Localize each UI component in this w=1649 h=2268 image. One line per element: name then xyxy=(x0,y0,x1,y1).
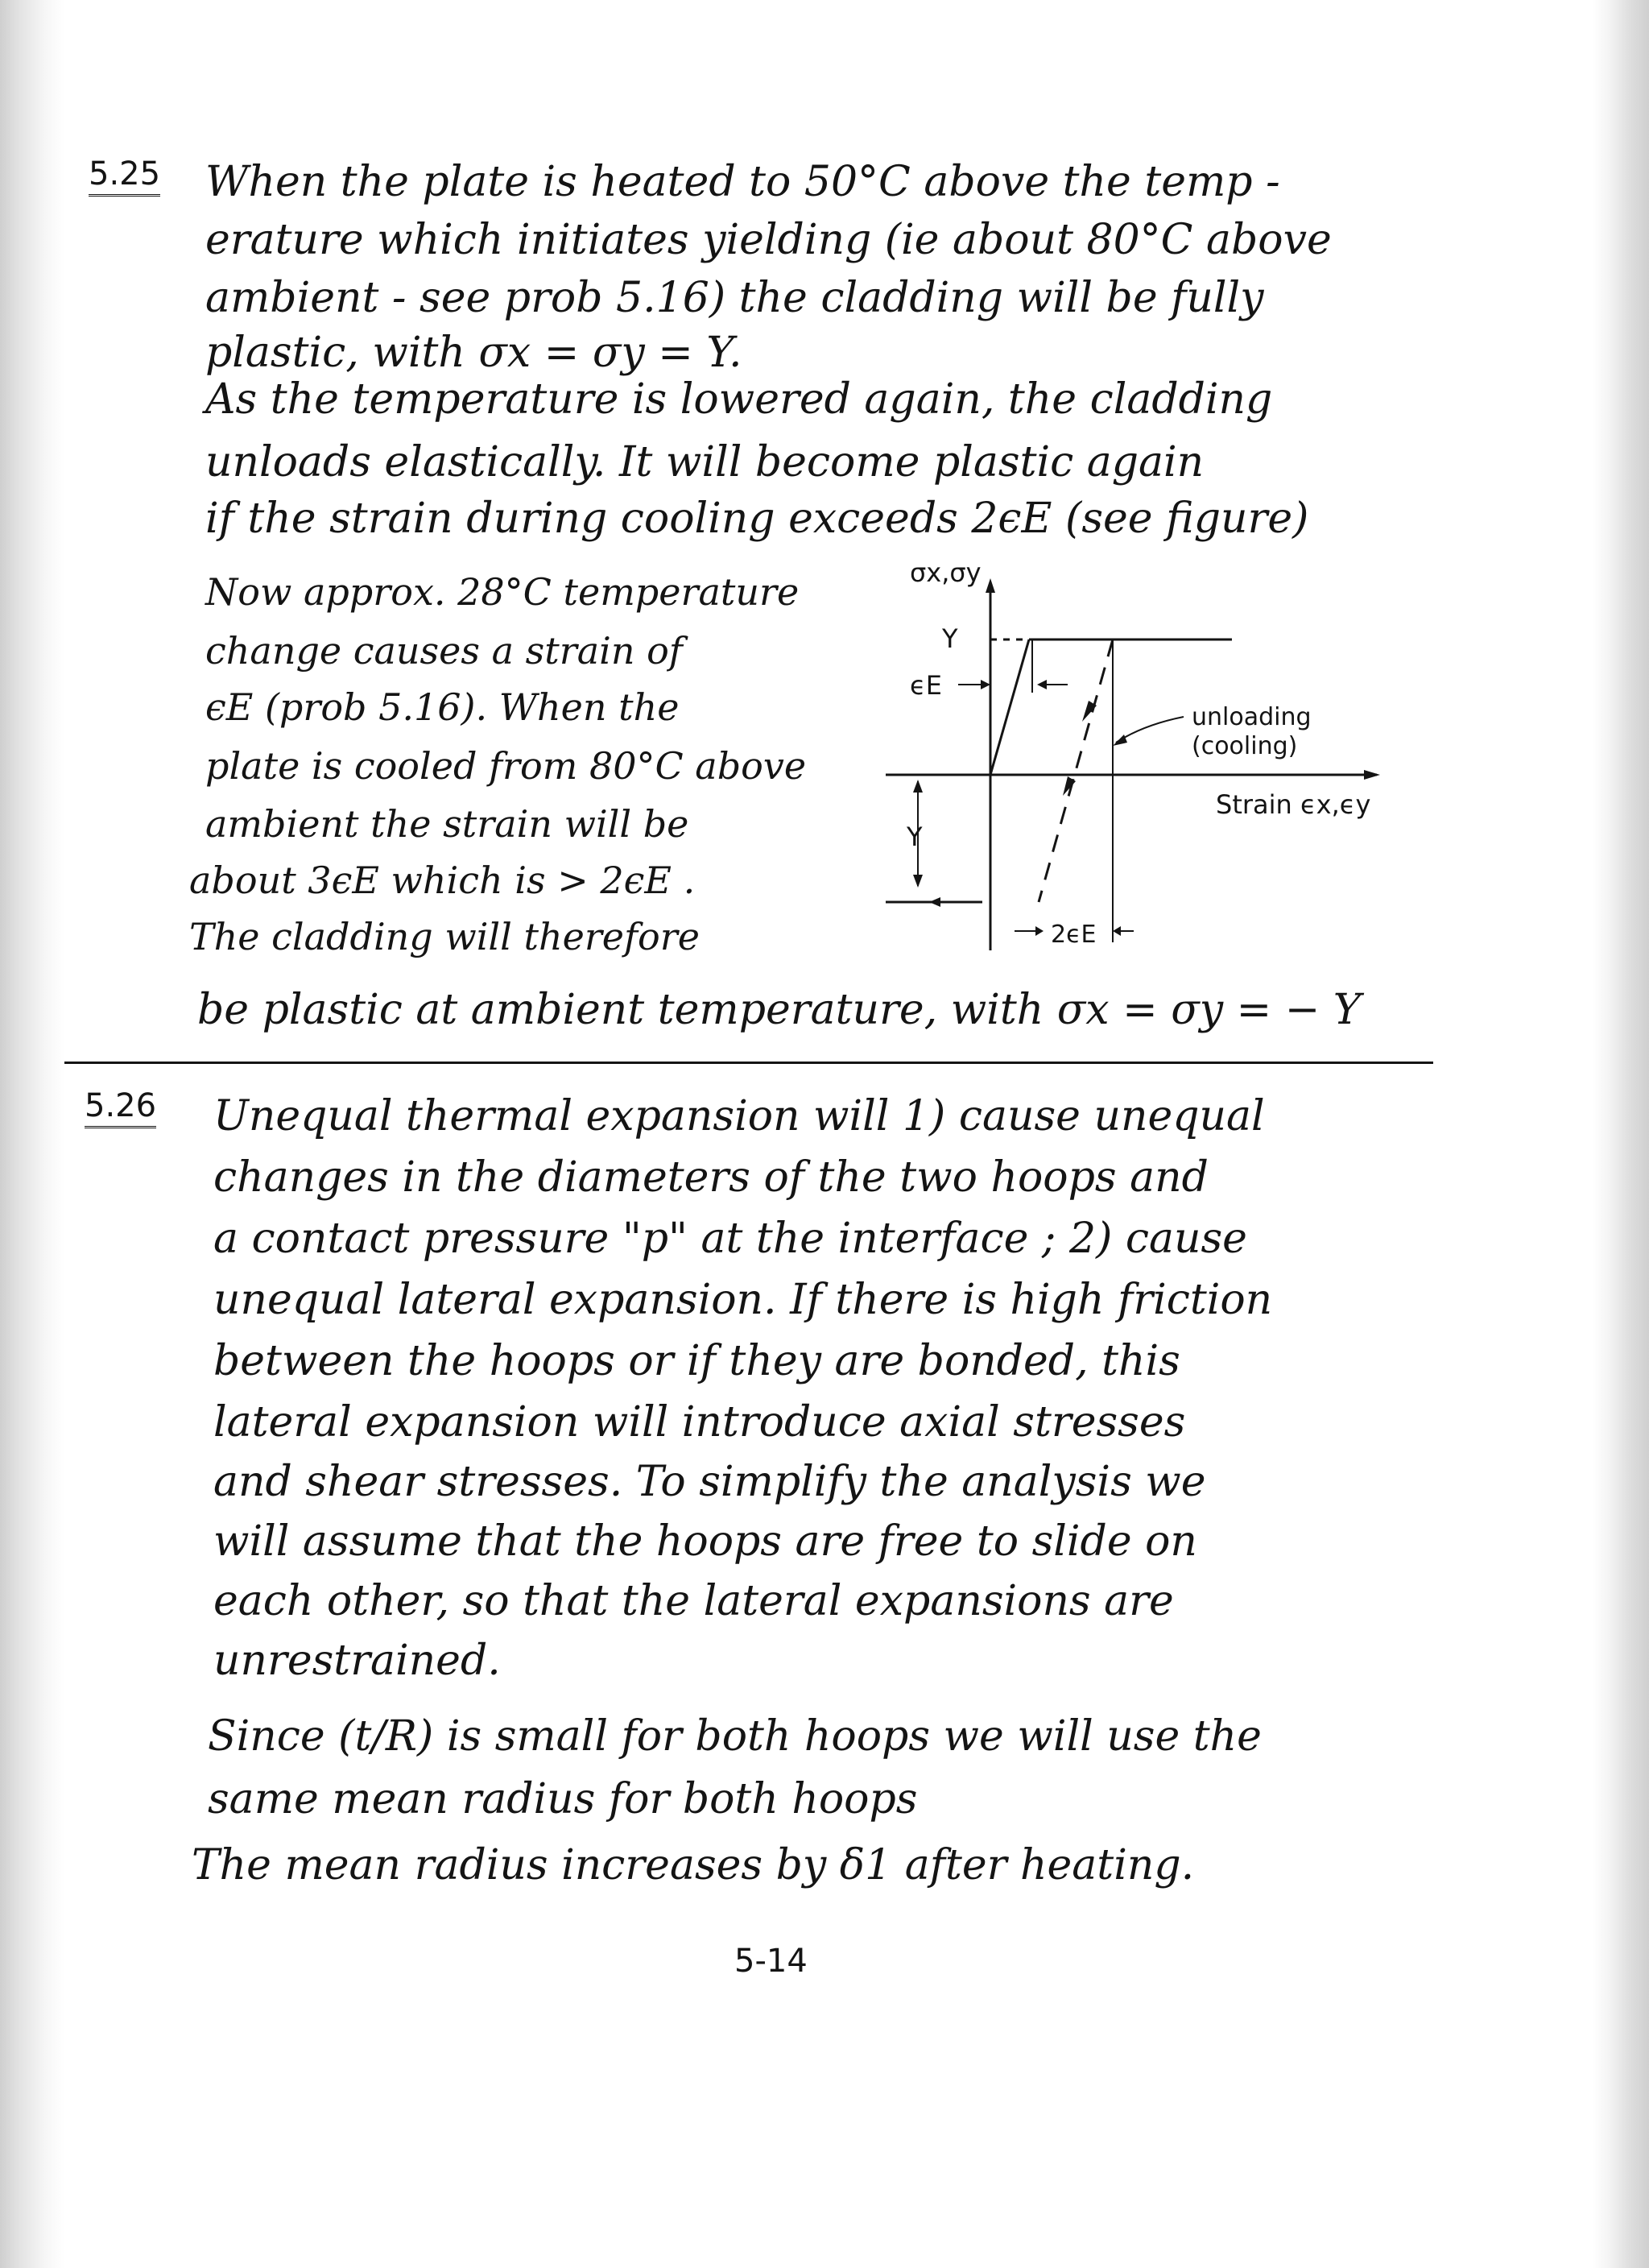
side-text-line: The cladding will therefore xyxy=(189,915,700,958)
text-line: ambient - see prob 5.16) the cladding will be fully xyxy=(205,274,1264,322)
x-axis-arrowhead xyxy=(1364,770,1380,780)
unloading-label: unloading xyxy=(1192,703,1312,731)
side-text-line: ϵE (prob 5.16). When the xyxy=(205,685,680,729)
lower-y-label: Y xyxy=(907,822,923,852)
text-line: unloads elastically. It will become plastic again xyxy=(205,438,1205,486)
unloading-label-cooling: (cooling) xyxy=(1192,732,1298,760)
text-line: As the temperature is lowered again, the cladding xyxy=(205,375,1273,424)
text-line: will assume that the hoops are free to slide on xyxy=(213,1517,1197,1566)
text-line: same mean radius for both hoops xyxy=(208,1775,918,1823)
section-divider xyxy=(64,1062,1433,1064)
text-line: lateral expansion will introduce axial stresses xyxy=(213,1398,1186,1446)
text-line: Since (t/R) is small for both hoops we will use the xyxy=(208,1712,1262,1761)
text-line: a contact pressure "p" at the interface ; 2) cause xyxy=(213,1215,1247,1263)
text-line: The mean radius increases by δ1 after heating. xyxy=(192,1841,1195,1889)
two-eps-label: 2ϵE xyxy=(1051,921,1097,949)
side-text-line: Now approx. 28°C temperature xyxy=(205,570,800,614)
scan-edge-left xyxy=(0,0,64,2268)
two-eps-arrowhead-right xyxy=(1113,926,1121,936)
stress-strain-diagram xyxy=(878,557,1425,966)
two-eps-arrowhead-left xyxy=(1035,926,1044,936)
x-axis-label: Strain ϵx,ϵy xyxy=(1216,789,1371,820)
text-line: changes in the diameters of the two hoops and xyxy=(213,1153,1209,1202)
unloading-pointer-head xyxy=(1113,735,1127,746)
eps-arrowhead-right xyxy=(1037,680,1047,689)
eps-label: ϵE xyxy=(910,670,942,701)
y-axis-arrowhead xyxy=(986,578,995,593)
y-axis-label: σx,σy xyxy=(910,557,982,588)
eps-arrowhead-left xyxy=(981,680,990,689)
text-line: unequal lateral expansion. If there is high friction xyxy=(213,1276,1273,1324)
closing-line: be plastic at ambient temperature, with σx = σy = − Y xyxy=(197,986,1362,1034)
text-line: unrestrained. xyxy=(213,1637,501,1685)
problem-number-5-25: 5.25 xyxy=(89,157,160,197)
text-line: plastic, with σx = σy = Y. xyxy=(205,329,742,377)
side-text-line: about 3ϵE which is > 2ϵE . xyxy=(189,859,696,902)
yield-label: Y xyxy=(942,623,958,654)
text-line: if the strain during cooling exceeds 2ϵE (see figure) xyxy=(205,495,1309,543)
page-number: 5-14 xyxy=(734,1943,808,1980)
text-line: erature which initiates yielding (ie about 80°C above xyxy=(205,216,1332,264)
scan-edge-right xyxy=(1593,0,1649,2268)
unloading-line xyxy=(1039,639,1113,902)
loading-line xyxy=(990,639,1029,775)
text-line: Unequal thermal expansion will 1) cause unequal xyxy=(213,1092,1265,1140)
problem-number-5-26: 5.26 xyxy=(85,1089,156,1128)
lower-y-arrowhead-top xyxy=(913,780,923,793)
side-text-line: plate is cooled from 80°C above xyxy=(205,744,807,788)
lower-yield-arrow xyxy=(929,897,940,907)
side-text-line: ambient the strain will be xyxy=(205,802,689,846)
stress-strain-figure xyxy=(878,557,1425,966)
text-line: between the hoops or if they are bonded, this xyxy=(213,1337,1180,1385)
text-line: each other, so that the lateral expansions are xyxy=(213,1577,1174,1625)
unloading-pointer xyxy=(1116,717,1184,743)
text-line: and shear stresses. To simplify the analysis we xyxy=(213,1458,1206,1506)
side-text-line: change causes a strain of xyxy=(205,629,683,673)
lower-y-arrowhead-bottom xyxy=(913,875,923,888)
text-line: When the plate is heated to 50°C above the temp - xyxy=(205,158,1280,206)
